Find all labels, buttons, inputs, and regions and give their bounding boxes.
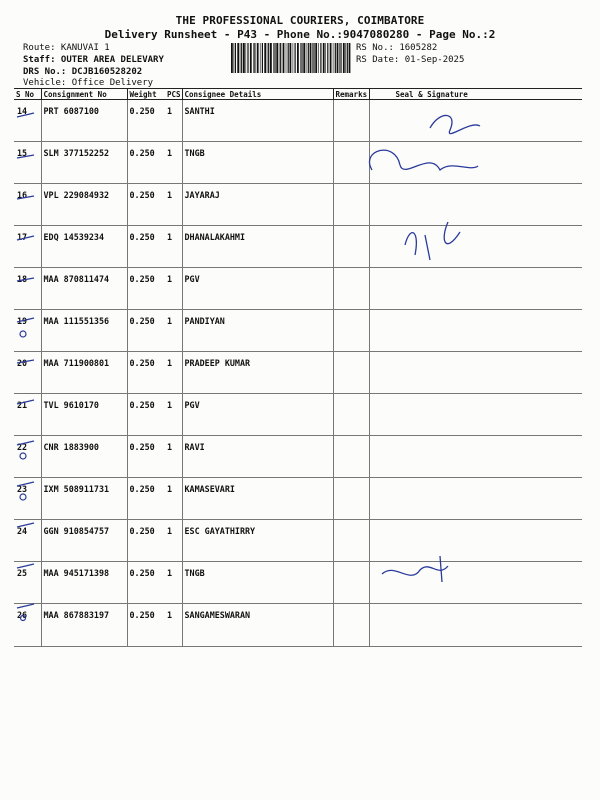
col-header-weight: Weight — [127, 89, 165, 100]
vehicle-label: Vehicle: Office Delivery — [23, 78, 154, 88]
barcode-bar — [264, 43, 266, 73]
pieces-count: 1 — [165, 142, 182, 184]
col-header-pcs: PCS — [167, 89, 181, 99]
handwritten-number: 88700 — [538, 209, 573, 222]
consignee-name: KAMASEVARI — [182, 478, 333, 520]
remarks-cell — [333, 100, 369, 142]
pieces-count: 1 — [165, 310, 182, 352]
col-header-sno: S No — [14, 89, 41, 100]
serial-number: 14 — [14, 100, 41, 142]
consignee-name: PANDIYAN — [182, 310, 333, 352]
signature-cell — [369, 604, 582, 647]
weight-value: 0.250 — [127, 100, 165, 142]
barcode-bar — [241, 43, 242, 73]
barcode-image — [230, 43, 352, 73]
barcode-bar — [300, 43, 301, 73]
consignment-number: IXM 508911731 — [41, 478, 127, 520]
barcode-bar — [246, 43, 247, 73]
pieces-count: 1 — [165, 226, 182, 268]
consignee-name: RAVI — [182, 436, 333, 478]
consignment-number: CNR 1883900 — [41, 436, 127, 478]
remarks-cell — [333, 310, 369, 352]
table-row — [14, 352, 582, 394]
signature-cell — [369, 268, 582, 310]
weight-value: 0.250 — [127, 562, 165, 604]
barcode-bar — [254, 43, 255, 73]
barcode-bar — [295, 43, 296, 73]
serial-number: 16 — [14, 184, 41, 226]
table-row — [14, 226, 582, 268]
barcode-bar — [315, 43, 317, 73]
signature-cell — [369, 478, 582, 520]
barcode-bar — [312, 43, 313, 73]
barcode-bar — [308, 43, 309, 73]
barcode-bar — [250, 43, 252, 73]
handwritten-note: P/R — [395, 621, 433, 645]
weight-value: 0.250 — [127, 310, 165, 352]
table-row — [14, 520, 582, 562]
consignment-number: GGN 910854757 — [41, 520, 127, 562]
consignment-number: TVL 9610170 — [41, 394, 127, 436]
barcode-bar — [267, 43, 268, 73]
handwritten-number: 82750 — [538, 195, 573, 208]
handwritten-name: Gayathri — [376, 522, 425, 535]
remarks-cell — [333, 436, 369, 478]
consignee-name: SANTHI — [182, 100, 333, 142]
handwritten-phone: 8248203172 — [478, 171, 568, 187]
weight-value: 0.250 — [127, 226, 165, 268]
consignee-name: PGV — [182, 268, 333, 310]
table-row — [14, 562, 582, 604]
handwritten-phone: 9751724086 — [425, 416, 515, 432]
table-header-row — [14, 89, 582, 100]
table-row — [14, 604, 582, 647]
barcode-bar — [333, 43, 334, 73]
table-row — [14, 394, 582, 436]
serial-number: 20 — [14, 352, 41, 394]
serial-number: 19 — [14, 310, 41, 352]
table-row — [14, 268, 582, 310]
pieces-count: 1 — [165, 478, 182, 520]
pieces-count: 1 — [165, 268, 182, 310]
pieces-count: 1 — [165, 100, 182, 142]
barcode-bar — [270, 43, 272, 73]
pieces-count: 1 — [165, 352, 182, 394]
consignee-name: TNGB — [182, 142, 333, 184]
signature-cell — [369, 520, 582, 562]
handwritten-name: r. m. Ramgithu — [375, 278, 451, 289]
handwritten-note: P/R — [410, 445, 444, 467]
barcode-bar — [237, 43, 239, 73]
runsheet-table — [14, 88, 582, 647]
pieces-count: 1 — [165, 562, 182, 604]
handwritten-phone: 9994998661 — [487, 241, 558, 261]
table-row — [14, 184, 582, 226]
handwritten-phone: 9751724086 — [425, 290, 521, 308]
barcode-bar — [288, 43, 289, 73]
serial-number: 23 — [14, 478, 41, 520]
barcode-bar — [293, 43, 294, 73]
table-row — [14, 310, 582, 352]
table-row — [14, 478, 582, 520]
col-header-consignee: Consignee Details — [182, 89, 333, 100]
remarks-cell — [333, 352, 369, 394]
consignment-number: MAA 867883197 — [41, 604, 127, 647]
handwritten-name: Jayaraj Prakash — [397, 203, 509, 219]
barcode-bar — [310, 43, 312, 73]
barcode-bar — [274, 43, 275, 73]
barcode-bar — [253, 43, 254, 73]
handwritten-phone: 9843784047 — [398, 368, 494, 386]
serial-number: 25 — [14, 562, 41, 604]
consignee-name: SANGAMESWARAN — [182, 604, 333, 647]
company-title: THE PROFESSIONAL COURIERS, COIMBATORE — [175, 14, 425, 27]
barcode-bar — [318, 43, 319, 73]
barcode-bar — [347, 43, 348, 73]
consignee-name: DHANALAKAHMI — [182, 226, 333, 268]
handwritten-phone: 9688755888 — [407, 538, 497, 554]
barcode-bar — [283, 43, 285, 73]
barcode-bar — [343, 43, 345, 73]
route-label: Route: KANUVAI 1 — [23, 43, 110, 53]
barcode-bar — [335, 43, 336, 73]
signature-cell — [369, 436, 582, 478]
weight-value: 0.250 — [127, 142, 165, 184]
serial-number: 26 — [14, 604, 41, 647]
barcode-bar — [339, 43, 340, 73]
barcode-bar — [243, 43, 245, 73]
barcode-bar — [235, 43, 236, 73]
consignee-name: PGV — [182, 394, 333, 436]
barcode-bar — [337, 43, 339, 73]
col-header-signature: Seal & Signature — [369, 89, 582, 100]
barcode-bar — [262, 43, 263, 73]
handwritten-phone: 8248203172 — [462, 578, 552, 594]
table-row — [14, 142, 582, 184]
serial-number: 21 — [14, 394, 41, 436]
remarks-cell — [333, 604, 369, 647]
barcode-bar — [313, 43, 314, 73]
barcode-bar — [247, 43, 248, 73]
remarks-cell — [333, 394, 369, 436]
handwritten-name: Bharath Pranesh — [374, 352, 469, 365]
barcode-bar — [320, 43, 321, 73]
weight-value: 0.250 — [127, 436, 165, 478]
weight-value: 0.250 — [127, 268, 165, 310]
signature-cell — [369, 310, 582, 352]
barcode-bar — [279, 43, 280, 73]
drs-label: DRS No.: DCJB160528202 — [23, 67, 143, 77]
consignee-name: TNGB — [182, 562, 333, 604]
consignee-name: JAYARAJ — [182, 184, 333, 226]
signature-cell — [369, 184, 582, 226]
barcode-bar — [240, 43, 241, 73]
handwritten-phone: 7442514841 — [485, 135, 555, 148]
signature-cell — [369, 352, 582, 394]
pieces-count: 1 — [165, 604, 182, 647]
barcode-bar — [273, 43, 274, 73]
barcode-bar — [303, 43, 305, 73]
consignment-number: SLM 377152252 — [41, 142, 127, 184]
barcode-bar — [330, 43, 332, 73]
serial-number: 24 — [14, 520, 41, 562]
pieces-count: 1 — [165, 184, 182, 226]
weight-value: 0.250 — [127, 478, 165, 520]
col-header-remarks: Remarks — [333, 89, 369, 100]
pieces-count: 1 — [165, 520, 182, 562]
barcode-bar — [231, 43, 233, 73]
signature-cell — [369, 562, 582, 604]
pieces-count: 1 — [165, 394, 182, 436]
rs-date: RS Date: 01-Sep-2025 — [356, 55, 465, 65]
col-header-consignment: Consignment No — [41, 89, 127, 100]
barcode-bar — [325, 43, 326, 73]
barcode-bar — [276, 43, 278, 73]
staff-label: Staff: OUTER AREA DELEVARY — [23, 55, 164, 65]
pieces-count: 1 — [165, 436, 182, 478]
weight-value: 0.250 — [127, 394, 165, 436]
consignment-number: MAA 870811474 — [41, 268, 127, 310]
serial-number: 18 — [14, 268, 41, 310]
consignment-number: VPL 229084932 — [41, 184, 127, 226]
consignee-name: ESC GAYATHIRRY — [182, 520, 333, 562]
barcode-bar — [286, 43, 287, 73]
weight-value: 0.250 — [127, 520, 165, 562]
barcode-bar — [257, 43, 259, 73]
remarks-cell — [333, 184, 369, 226]
barcode-bar — [301, 43, 302, 73]
runsheet-subtitle: Delivery Runsheet - P43 - Phone No.:9047080280 - Page No.:2 — [104, 28, 496, 41]
barcode-bar — [306, 43, 307, 73]
signature-cell — [369, 226, 582, 268]
consignment-number: MAA 945171398 — [41, 562, 127, 604]
barcode-bar — [290, 43, 292, 73]
rs-number: RS No.: 1605282 — [356, 43, 438, 53]
weight-value: 0.250 — [127, 352, 165, 394]
remarks-cell — [333, 478, 369, 520]
consignment-number: MAA 111551356 — [41, 310, 127, 352]
handwritten-name: r. m Ramgithu — [370, 398, 443, 409]
barcode-bar — [234, 43, 235, 73]
remarks-cell — [333, 142, 369, 184]
consignment-number: EDQ 14539234 — [41, 226, 127, 268]
signature-cell — [369, 394, 582, 436]
handwritten-note: P/R — [415, 323, 449, 345]
remarks-cell — [333, 520, 369, 562]
barcode-bar — [327, 43, 328, 73]
barcode-bar — [297, 43, 299, 73]
barcode-bar — [340, 43, 341, 73]
barcode-bar — [280, 43, 281, 73]
weight-value: 0.250 — [127, 184, 165, 226]
consignment-number: PRT 6087100 — [41, 100, 127, 142]
consignment-number: MAA 711900801 — [41, 352, 127, 394]
barcode-bar — [268, 43, 269, 73]
consignee-name: PRADEEP KUMAR — [182, 352, 333, 394]
remarks-cell — [333, 562, 369, 604]
remarks-cell — [333, 226, 369, 268]
remarks-cell — [333, 268, 369, 310]
serial-number: 17 — [14, 226, 41, 268]
signature-cell — [369, 100, 582, 142]
barcode-bar — [349, 43, 351, 73]
serial-number: 15 — [14, 142, 41, 184]
serial-number: 22 — [14, 436, 41, 478]
barcode-bar — [323, 43, 325, 73]
handwritten-note: P/R — [425, 489, 459, 511]
signature-cell — [369, 142, 582, 184]
table-row — [14, 436, 582, 478]
table-row — [14, 100, 582, 142]
weight-value: 0.250 — [127, 604, 165, 647]
barcode-bar — [345, 43, 346, 73]
barcode-bar — [260, 43, 261, 73]
